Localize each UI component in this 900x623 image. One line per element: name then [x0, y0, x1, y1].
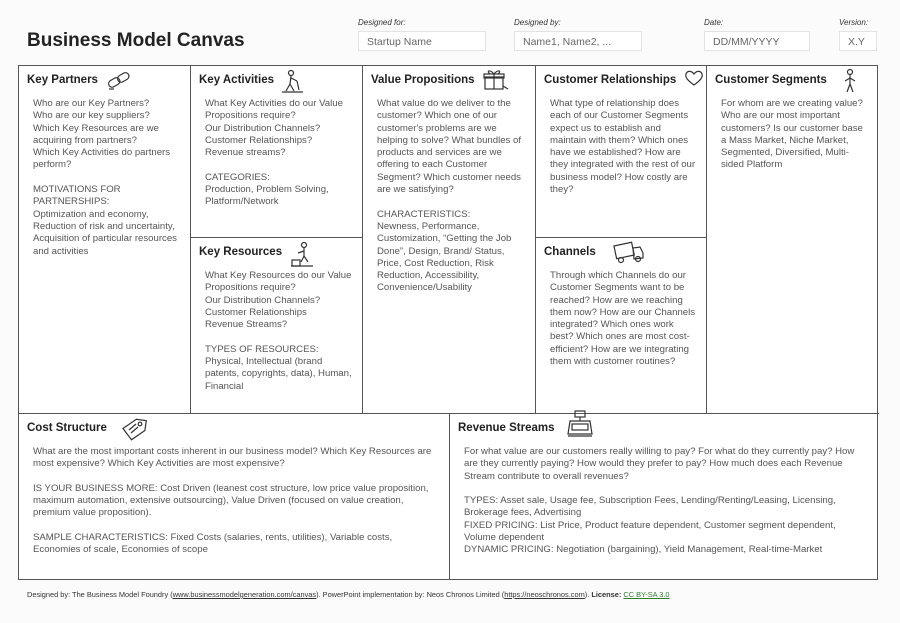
heart-icon [684, 68, 704, 93]
footer-suffix: ). [584, 590, 592, 599]
gift-box-icon [481, 68, 509, 97]
footer-prefix: Designed by: The Business Model Foundry ( [27, 590, 173, 599]
designed-for-label: Designed for: [358, 18, 406, 27]
chain-link-icon [105, 68, 133, 97]
footer-middle: ). PowerPoint implementation by: Neos Chronos Limited ( [316, 590, 505, 599]
footer-license-link[interactable]: CC BY-SA 3.0 [623, 590, 670, 599]
delivery-truck-icon [612, 240, 646, 269]
date-label: Date: [704, 18, 724, 27]
value-propositions-title: Value Propositions [371, 74, 475, 86]
revenue-streams-block [450, 414, 879, 579]
key-partners-title: Key Partners [27, 74, 98, 86]
designed-by-field[interactable]: Name1, Name2, ... [514, 31, 642, 51]
key-activities-title: Key Activities [199, 74, 274, 86]
footer-link-canvas[interactable]: www.businessmodelgeneration.com/canvas [172, 590, 317, 599]
customer-relationships-text: What type of relationship does each of our Customer Segments expect us to establish and maintain with them? Which ones have we established? How are they integrated with the rest of our business model? How costly are they? [550, 98, 696, 196]
footer-license-label: License: [591, 590, 624, 599]
key-resources-text: What Key Resources do our Value Propositions require? Our Distribution Channels? Customer Relationships Revenue Streams? TYPES OF RESOURCES: Physical, Intellectual (brand patents, copyrights, data), Human, Financial [205, 270, 352, 392]
designed-by-label: Designed by: [514, 18, 561, 27]
customer-relationships-block [536, 66, 707, 238]
canvas-grid [18, 65, 878, 580]
customer-segments-title: Customer Segments [715, 74, 827, 86]
key-resources-block [191, 238, 363, 414]
channels-title: Channels [544, 246, 596, 258]
date-field[interactable]: DD/MM/YYYY [704, 31, 810, 51]
revenue-streams-title: Revenue Streams [458, 422, 555, 434]
key-resources-title: Key Resources [199, 246, 283, 258]
customer-segments-text: For whom are we creating value? Who are our most important customers? Is our customer base a Mass Market, Niche Market, Segmented, Diversified, Multi-sided Platform [721, 98, 863, 171]
page-title: Business Model Canvas [27, 30, 245, 51]
version-field[interactable]: X.Y [839, 31, 877, 51]
key-activities-text: What Key Activities do our Value Propositions require? Our Distribution Channels? Customer Relationships? Revenue streams? CATEGORIES: Production, Problem Solving, Platform/Network [205, 98, 343, 208]
price-tag-icon [119, 416, 149, 447]
cost-structure-title: Cost Structure [27, 422, 107, 434]
customer-segments-block [707, 66, 879, 414]
key-partners-block [19, 66, 191, 414]
worker-icon [279, 68, 305, 99]
cost-structure-block [19, 414, 450, 579]
channels-block [536, 238, 707, 414]
key-partners-text: Who are our Key Partners? Who are our key suppliers? Which Key Resources are we acquiring from partners? Which Key Activities do partners perform? MOTIVATIONS FOR PARTNERSHIPS: Optimization and economy, Reduction of risk and uncertainty, Acquisition of particular resources and activities [33, 98, 177, 257]
designed-for-field[interactable]: Startup Name [358, 31, 486, 51]
revenue-streams-text: For what value are our customers really willing to pay? For what do they currently pay? How are they currently paying? How would they prefer to pay? How much does each Revenue Stream contribute to overall revenues? TYPES: Asset sale, Usage fee, Subscription Fees, Lending/Renting/Leasing, Licensing, Brokerage fees, Advertising FIXED PRICING: List Price, Product feature dependent, Customer segment dependent, Volume dependent DYNAMIC PRICING: Negotiation (bargaining), Yield Management, Real-time-Market [464, 446, 855, 556]
channels-text: Through which Channels do our Customer Segments want to be reached? How are we reaching them now? How are our Channels integrated? Which ones work best? Which ones are most cost-efficient? How are we integrating them with customer routines? [550, 270, 696, 368]
footer-credits [27, 590, 670, 599]
version-label: Version: [839, 18, 869, 27]
value-propositions-block [363, 66, 536, 414]
key-activities-block [191, 66, 363, 238]
footer-link-neoschronos[interactable]: https://neoschronos.com [504, 590, 585, 599]
value-propositions-text: What value do we deliver to the customer? Which one of our customer's problems are we helping to solve? What bundles of products and services are we offering to each Customer Segment? Which customer needs are we satisfying? CHARACTERISTICS: Newness, Performance, Customization, “Getting the Job Done”, Design, Brand/ Status, Price, Cost Reduction, Risk Reduction, Accessibility, Convenience/Usability [377, 98, 521, 294]
customer-relationships-title: Customer Relationships [544, 74, 677, 86]
cost-structure-text: What are the most important costs inherent in our business model? Which Key Resources are most expensive? Which Key Activities are most expensive? IS YOUR BUSINESS MORE: Cost Driven (leanest cost structure, low price value proposition, maximum automation, extensive outsourcing), Value Driven (focused on value creation, premium value proposition). SAMPLE CHARACTERISTICS: Fixed Costs (salaries, rents, utilities), Variable costs, Economies of scale, Economies of scope [33, 446, 432, 556]
factory-worker-icon [289, 240, 315, 273]
person-icon [840, 68, 860, 99]
cash-register-icon [566, 408, 594, 443]
